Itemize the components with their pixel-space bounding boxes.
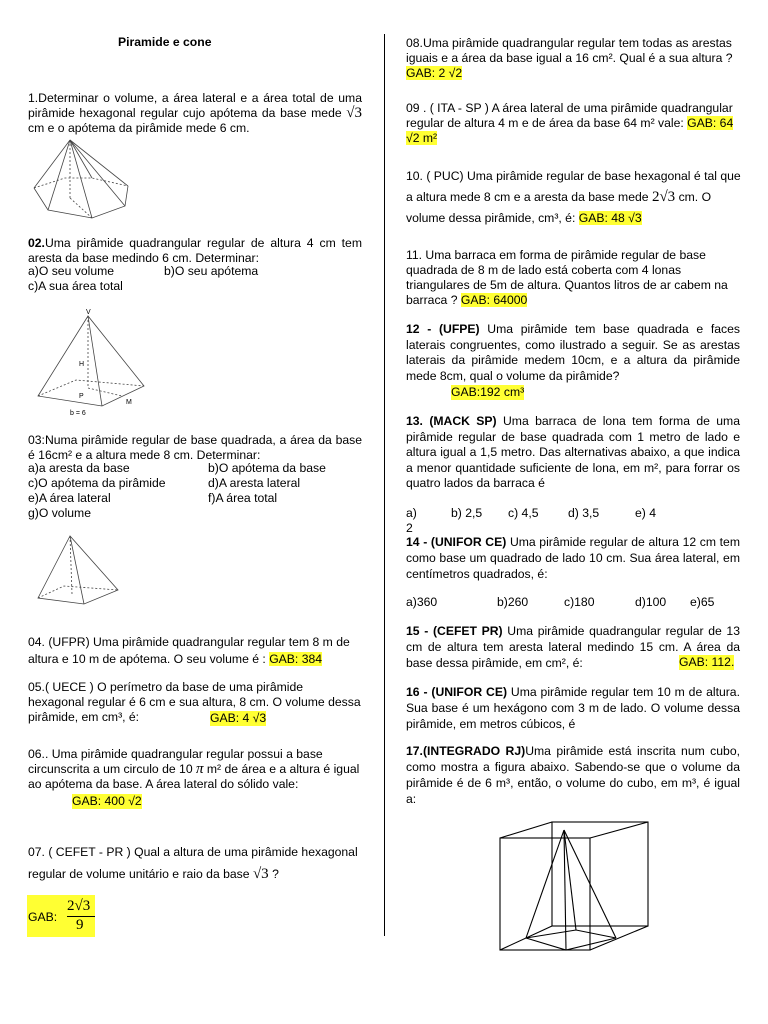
q2-text: Uma pirâmide quadrangular regular de altura 4 cm tem aresta da base medindo 6 cm. Determinar: (28, 236, 362, 265)
q10-answer: GAB: 48 √3 (578, 211, 642, 225)
q3-items (28, 461, 362, 521)
question-16 (406, 684, 740, 732)
question-1 (28, 91, 362, 136)
column-divider (384, 34, 385, 936)
q7-text: 07. ( CEFET - PR ) Qual a altura de uma pirâmide hexagonal regular de volume unitário e raio da base (28, 845, 358, 881)
fig-label-m: M (126, 399, 132, 406)
q2-item-b: b)O seu apótema (164, 264, 259, 278)
question-10 (406, 166, 746, 229)
q10-text-b: cm. O volume dessa pirâmide, cm³, é: (406, 190, 712, 225)
q12-answer: GAB:192 cm³ (451, 385, 525, 399)
q11-answer: GAB: 64000 (460, 293, 528, 307)
cube-pyramid-figure (496, 818, 656, 958)
q14-text: Uma pirâmide regular de altura 12 cm tem como base um quadrado de lado 10 cm. Sua área lateral, em centímetros quadrados, é: (406, 535, 740, 581)
q5-answer: GAB: 4 √3 (210, 711, 267, 725)
question-5 (28, 680, 362, 725)
q10-value: 2√3 (651, 189, 676, 205)
option[interactable]: b) 2,5 (451, 506, 483, 520)
q6-text: 06.. Uma pirâmide quadrangular regular possui a base circunscrita a um circulo de 10 (28, 747, 323, 776)
q1-sqrt3: √3 (346, 105, 362, 121)
q13-text: Uma barraca de lona tem forma de uma pirâmide regular de base quadrada com 1 metro de lado e altura igual a 1,5 metro. Das alternativas abaixo, a que indica a menor quantidade suficiente de lona, em m², para forrar os quatro lados da barraca é (406, 414, 740, 490)
q4-answer: GAB: 384 (269, 652, 323, 666)
hexagonal-pyramid-figure (30, 138, 140, 223)
q6-pi: π (196, 761, 204, 777)
q16-text: Uma pirâmide regular tem 10 m de altura. Sua base é um hexágono com 3 m de lado. O volume dessa pirâmide, em metros cúbicos, é (406, 685, 740, 731)
q3-item: g)O volume (28, 506, 91, 520)
q17-number: 17.(INTEGRADO RJ) (406, 744, 526, 758)
q7-sqrt3: √3 (252, 866, 269, 882)
question-3: 03:Numa pirâmide regular de base quadrada, a área da base é 16cm² e a altura mede 8 cm. Determinar: (28, 433, 362, 462)
fig-label-b: b = 6 (70, 410, 86, 417)
square-pyramid-figure (32, 306, 172, 418)
q16-number: 16 - (UNIFOR CE) (406, 685, 508, 699)
option[interactable]: e) 4 (635, 506, 657, 520)
q7-gab-label: GAB: (28, 910, 58, 924)
q6-answer: GAB: 400 √2 (72, 794, 142, 808)
q2-item-c: c)A sua área total (28, 279, 123, 293)
q3-item: b)O apótema da base (208, 461, 326, 475)
question-6 (28, 747, 362, 792)
q8-text: 08.Uma pirâmide quadrangular regular tem todas as arestas iguais e a área da base igual a 16 cm². Qual é a sua altura ? (406, 36, 733, 65)
q1-text-b: cm e o apótema da pirâmide mede 6 cm. (28, 121, 250, 135)
question-2 (28, 236, 362, 266)
q7-gab-numerator: 2√3 (67, 898, 91, 914)
q3-item: f)A área total (208, 491, 278, 505)
q10-text: 10. ( PUC) Uma pirâmide regular de base hexagonal é tal que a altura mede 8 cm e a aresta da base mede (406, 169, 741, 204)
question-9 (406, 101, 746, 146)
fig-label-p: P (79, 393, 84, 400)
q3-item: d)A aresta lateral (208, 476, 301, 490)
q11-text: 11. Uma barraca em forma de pirâmide regular de base quadrada de 8 m de lado está coberta com 4 lonas triangulares de 5m de altura. Quantos litros de ar cabem na barraca ? (406, 248, 728, 307)
page-title: Piramide e cone (118, 35, 212, 49)
q3-item: a)a aresta da base (28, 461, 130, 475)
q14-number: 14 - (UNIFOR CE) (406, 535, 507, 549)
q17-text: Uma pirâmide está inscrita num cubo, como mostra a figura abaixo. Sabendo-se que o volume da pirâmide é de 6 m³, então, o volume do cubo, em m³, é igual a: (406, 744, 740, 806)
q15-number: 15 - (CEFET PR) (406, 624, 503, 638)
question-7 (28, 841, 368, 885)
q7-gab-denominator: 9 (76, 917, 84, 933)
q7-answer (27, 895, 95, 937)
q7-qmark: ? (272, 867, 279, 881)
q12-text: Uma pirâmide tem base quadrada e faces laterais congruentes, como ilustrado a seguir. Se as arestas laterais da pirâmide medem 10cm, e a altura da pirâmide mede 8cm, qual o volume da pirâmide? (406, 322, 741, 383)
q2-number: 02. (28, 236, 45, 250)
q1-text: 1.Determinar o volume, a área lateral e a área total de uma pirâmide hexagonal regular cujo apótema da base mede (28, 91, 362, 120)
q8-answer: GAB: 2 √2 (406, 66, 463, 80)
q15-text: Uma pirâmide quadrangular regular de 13 cm de altura tem aresta lateral medindo 15 cm. A área da base dessa pirâmide, em cm², é: (406, 624, 740, 670)
q3-item: e)A área lateral (28, 491, 111, 505)
q5-text: 05.( UECE ) O perímetro da base de uma pirâmide hexagonal regular é 6 cm e sua altura, 8 cm. O volume dessa pirâmide, em cm³, é: (28, 680, 361, 724)
option[interactable]: c) 4,5 (508, 506, 539, 520)
question-11 (406, 248, 746, 308)
question-8 (406, 36, 746, 81)
q9-text: 09 . ( ITA - SP ) A área lateral de uma pirâmide quadrangular regular de altura 4 m e de área da base 64 m² vale: (406, 101, 733, 130)
q12-number: 12 - (UFPE) (406, 322, 480, 336)
option[interactable]: b)260 (497, 595, 529, 609)
q3-item: c)O apótema da pirâmide (28, 476, 166, 490)
option[interactable]: d)100 (635, 595, 667, 609)
q4-text: 04. (UFPR) Uma pirâmide quadrangular regular tem 8 m de altura e 10 m de apótema. O seu volume é : (28, 635, 350, 666)
question-13 (406, 414, 740, 492)
q15-answer: GAB: 112. (679, 655, 735, 669)
q9-answer: GAB: 64 √2 m² (406, 116, 734, 145)
q13-number: 13. (MACK SP) (406, 414, 497, 428)
question-12 (406, 322, 740, 384)
option[interactable]: e)65 (690, 595, 715, 609)
option[interactable]: c)180 (564, 595, 595, 609)
q2-item-a: a)O seu volume (28, 264, 115, 278)
question-4 (28, 634, 362, 668)
option[interactable]: d) 3,5 (568, 506, 600, 520)
question-14 (406, 534, 740, 582)
fig-label-h: H (79, 361, 85, 368)
question-17 (406, 743, 740, 807)
square-pyramid-figure-2 (34, 532, 129, 612)
option[interactable]: a) 2 (406, 506, 417, 535)
option[interactable]: a)360 (406, 595, 438, 609)
q6-text-b: m² de área e a altura é igual ao apótema da base. A área lateral do sólido vale: (28, 762, 360, 791)
fig-label-v: V (86, 309, 91, 316)
